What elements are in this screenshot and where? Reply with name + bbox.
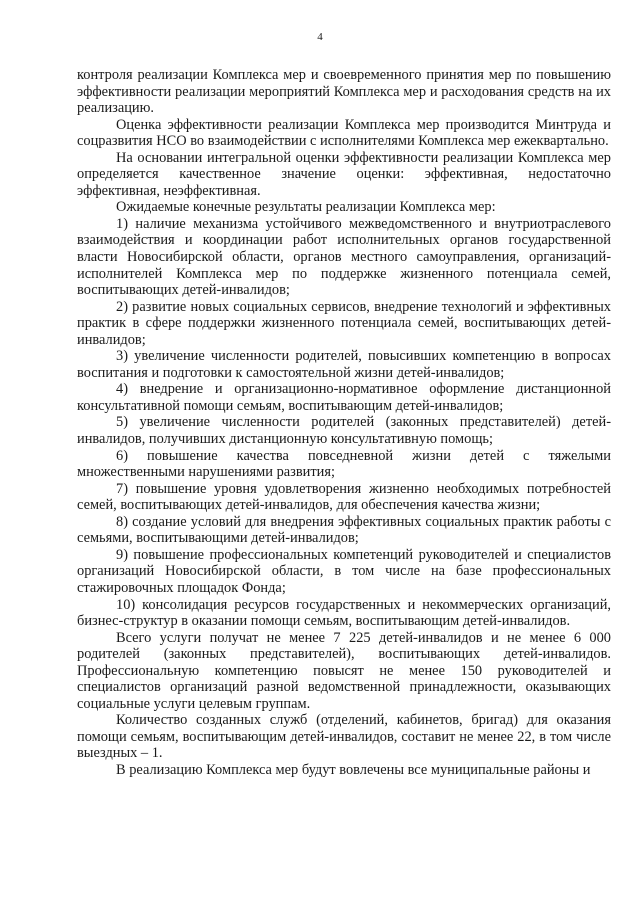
list-item-result-7: 7) повышение уровня удовлетворения жизненно необходимых потребностей семей, воспитывающих детей-инвалидов, для обеспечения качества жизни; (77, 480, 611, 514)
list-item-result-3: 3) увеличение численности родителей, повысивших компетенцию в вопросах воспитания и подготовки к самостоятельной жизни детей-инвалидов; (77, 348, 611, 381)
list-item-result-10: 10) консолидация ресурсов государственных и некоммерческих организаций, бизнес-структур в оказании помощи семьям, воспитывающим детей-инвалидов. (77, 596, 611, 630)
list-item-result-6: 6) повышение качества повседневной жизни детей с тяжелыми множественными нарушениями развития; (77, 447, 611, 481)
list-item-result-1: 1) наличие механизма устойчивого межведомственного и внутриотраслевого взаимодействия и координации работ исполнительных органов государственной власти Новосибирской области, органов местного самоуправления, организаций-исполнителей Комплекса мер по поддержке жизненного потенциала семей, воспитывающих детей-инвалидов; (77, 215, 611, 299)
list-item-result-8: 8) создание условий для внедрения эффективных социальных практик работы с семьями, воспитывающими детей-инвалидов; (77, 513, 611, 547)
list-item-result-4: 4) внедрение и организационно-нормативное оформление дистанционной консультативной помощи семьям, воспитывающим детей-инвалидов; (77, 381, 611, 414)
document-body (77, 67, 611, 779)
list-item-result-9: 9) повышение профессиональных компетенций руководителей и специалистов организаций Новосибирской области, в том числе на базе профессиональных стажировочных площадок Фонда; (77, 546, 611, 596)
paragraph-services-count: Количество созданных служб (отделений, кабинетов, бригад) для оказания помощи семьям, воспитывающим детей-инвалидов, составит не менее 22, в том числе выездных – 1. (77, 712, 611, 762)
paragraph-services-totals: Всего услуги получат не менее 7 225 детей-инвалидов и не менее 6 000 родителей (законных представителей), воспитывающих детей-инвалидов. Профессиональную компетенцию повысят не менее 150 руководителей и специалистов организаций разной ведомственной принадлежности, оказывающих социальные услуги целевым группам. (77, 629, 611, 712)
paragraph-control-continuation: контроля реализации Комплекса мер и своевременного принятия мер по повышению эффективности реализации мероприятий Комплекса мер и расходования средств на их реализацию. (77, 67, 611, 117)
list-item-result-5: 5) увеличение численности родителей (законных представителей) детей-инвалидов, получивших дистанционную консультативную помощь; (77, 414, 611, 448)
paragraph-integral-evaluation: На основании интегральной оценки эффективности реализации Комплекса мер определяется качественное значение оценки: эффективная, недостаточно эффективная, неэффективная. (77, 149, 611, 199)
paragraph-municipal-involvement: В реализацию Комплекса мер будут вовлечены все муниципальные районы и (116, 761, 591, 778)
paragraph-expected-results-heading: Ожидаемые конечные результаты реализации Комплекса мер: (116, 199, 496, 216)
list-item-result-2: 2) развитие новых социальных сервисов, внедрение технологий и эффективных практик в сфере поддержки жизненного потенциала семей, воспитывающих детей-инвалидов; (77, 298, 611, 348)
page-number: 4 (317, 31, 323, 43)
paragraph-efficiency-evaluation: Оценка эффективности реализации Комплекса мер производится Минтруда и соцразвития НСО во взаимодействии с исполнителями Комплекса мер ежеквартально. (77, 116, 611, 150)
